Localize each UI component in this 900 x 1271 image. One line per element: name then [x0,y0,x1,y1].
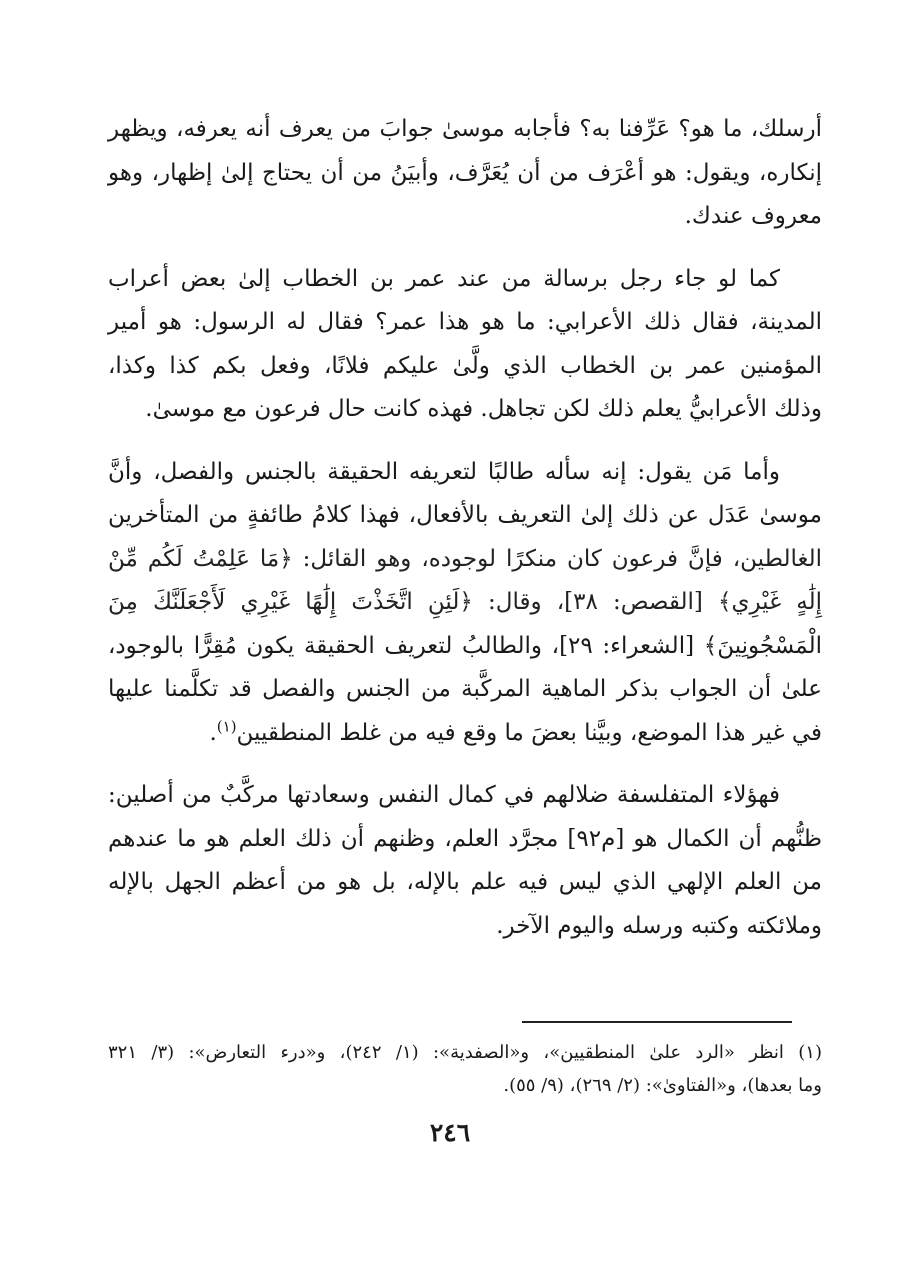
footnote-reference[interactable]: (١) [216,716,237,735]
text-line: وملائكته وكتبه ورسله واليوم الآخر. [496,912,822,939]
text-line: وأما مَن يقول: إنه سأله طالبًا لتعريفه الحقيقة بالجنس والفصل، وأنَّ [108,458,780,485]
text-line: وذلك الأعرابيُّ يعلم ذلك لكن تجاهل. فهذه كانت حال فرعون مع موسىٰ. [145,396,822,422]
text-line: موسىٰ عَدَل عن ذلك إلىٰ التعريف بالأفعال، فهذا كلامُ طائفةٍ من المتأخرين [108,502,822,528]
text-line: من العلم الإلهي الذي ليس فيه علم بالإله، بل هو من أعظم الجهل بالإله [108,869,822,895]
footnote-line: وما بعدها)، و«الفتاوىٰ»: (٢/ ٢٦٩)، (٩/ ٥٥). [503,1075,822,1096]
text-line: إِلَٰهٍ غَيْرِي﴾ [القصص: ٣٨]، وقال: ﴿لَئِنِ اتَّخَذْتَ إِلَٰهًا غَيْرِي لَأَجْعَلَنَّكَ مِنَ [108,589,822,615]
text-line: معروف عندك. [684,203,822,229]
sentence-end: . [209,719,217,746]
text-line: فهؤلاء المتفلسفة ضلالهم في كمال النفس وسعادتها مركَّبٌ من أصلين: [108,782,780,808]
paragraph-4 [108,774,822,948]
text-line [108,712,822,756]
footnote-1 [108,1036,822,1102]
text-line: إنكاره، ويقول: هو أعْرَف من أن يُعَرَّف، وأبيَنُ من أن يحتاج إلىٰ إظهار، وهو [108,159,822,186]
text-line: المؤمنين عمر بن الخطاب الذي ولَّىٰ عليكم فلانًا، وفعل بكم كذا وكذا، [108,352,822,379]
text-line-content: في غير هذا الموضع، وبيَّنا بعضَ ما وقع فيه من غلط المنطقيين [236,719,822,746]
footnote-line: (١) انظر «الرد علىٰ المنطقيين»، و«الصفدية»: (١/ ٢٤٢)، و«درء التعارض»: (٣/ ٣٢١ [108,1042,822,1063]
text-line: ظنُّهم أن الكمال هو [م٩٢] مجرَّد العلم، وظنهم أن ذلك العلم هو ما عندهم [108,825,823,852]
text-line: علىٰ أن الجواب بذكر الماهية المركَّبة من الجنس والفصل قد تكلَّمنا عليها [108,676,822,702]
footnote-divider [522,1021,792,1023]
paragraph-2 [108,258,822,432]
paragraph-3 [108,451,822,756]
text-line: المدينة، فقال ذلك الأعرابي: ما هو هذا عمر؟ فقال له الرسول: هو أمير [108,309,822,335]
paragraph-1 [108,108,822,239]
main-text [108,108,822,967]
text-line: الغالطين، فإنَّ فرعون كان منكرًا لوجوده، وهو القائل: ﴿مَا عَلِمْتُ لَكُم مِّنْ [108,545,822,572]
text-line: الْمَسْجُونِينَ﴾ [الشعراء: ٢٩]، والطالبُ لتعريف الحقيقة يكون مُقِرًّا بالوجود، [108,632,822,659]
page-number: ٢٤٦ [429,1118,471,1147]
text-line: أرسلك، ما هو؟ عَرِّفنا به؟ فأجابه موسىٰ جوابَ من يعرف أنه يعرفه، ويظهر [108,116,822,142]
text-line: كما لو جاء رجل برسالة من عند عمر بن الخطاب إلىٰ بعض أعراب [108,265,780,292]
footnotes-section [108,1036,822,1102]
